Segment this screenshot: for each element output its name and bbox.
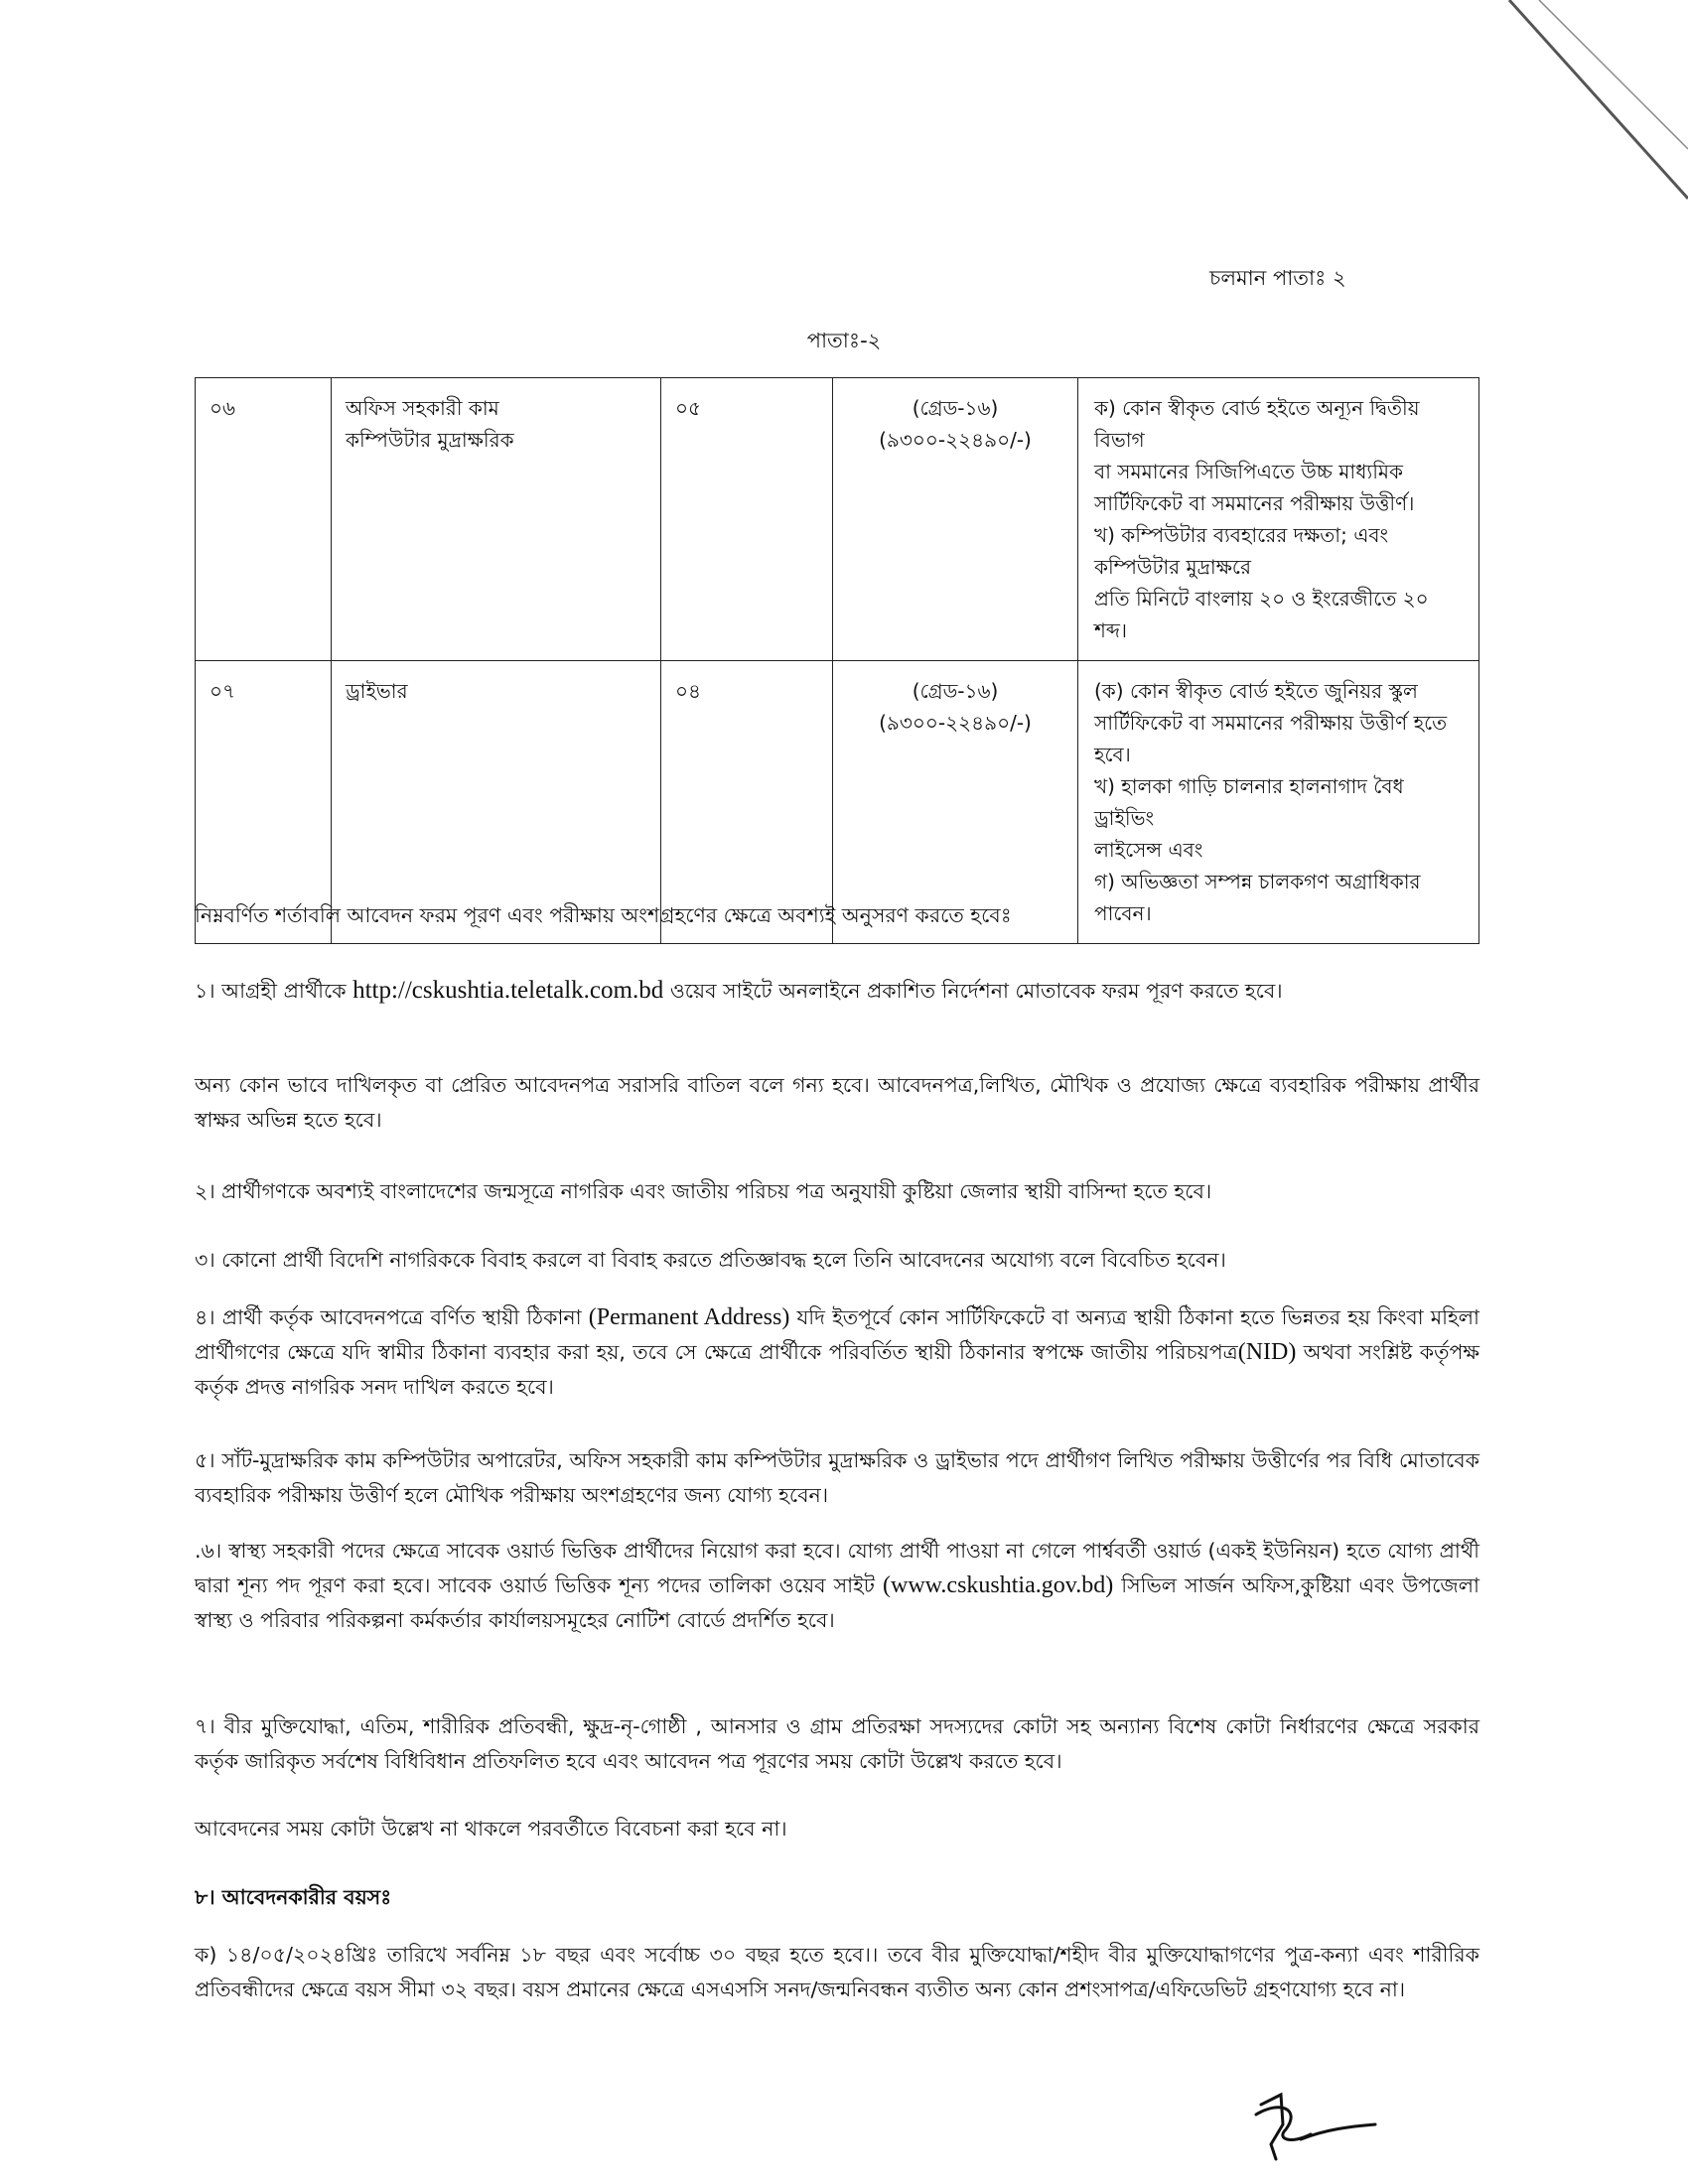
condition-4-text-end: অথবা সংশ্লিষ্ট কর্তৃপক্ষ কর্তৃক প্রদত্ত নাগরিক সনদ দাখিল করতে হবে। [195, 1340, 1479, 1399]
condition-8-heading: ৮। আবেদনকারীর বয়সঃ [195, 1885, 392, 1909]
website-url-link[interactable]: (www.cskushtia.gov.bd) [883, 1572, 1114, 1598]
condition-1 [195, 973, 1479, 1009]
posts-table [195, 377, 1479, 944]
condition-1-text: ১। আগ্রহী প্রার্থীকে [195, 979, 353, 1003]
condition-3: ৩। কোনো প্রার্থী বিদেশি নাগরিককে বিবাহ করলে বা বিবাহ করতে প্রতিজ্ঞাবদ্ধ হলে তিনি আবেদনের অযোগ্য বলে বিবেচিত হবেন। [195, 1248, 1226, 1272]
qualification-line: কম্পিউটার মুদ্রাক্ষরে [1094, 555, 1251, 579]
serial-cell: ০৭ [196, 661, 332, 944]
condition-5: ৫। সাঁট-মুদ্রাক্ষরিক কাম কম্পিউটার অপারেটর, অফিস সহকারী কাম কম্পিউটার মুদ্রাক্ষরিক ও ড্রাইভার পদে প্রার্থীগণ লিখিত পরীক্ষায় উত্তীর্ণের পর বিধি মোতাবেক ব্যবহারিক পরীক্ষায় উত্তীর্ণ হলে মৌখিক পরীক্ষায় অংশগ্রহণের জন্য যোগ্য হবেন। [195, 1448, 1479, 1507]
qualification-line: লাইসেন্স এবং [1094, 838, 1203, 862]
qualification-line: খ) হালকা গাড়ি চালনার হালনাগাদ বৈধ ড্রাইভিং [1094, 774, 1404, 830]
handwritten-signature [1241, 2085, 1380, 2164]
qualification-line: খ) কম্পিউটার ব্যবহারের দক্ষতা; এবং [1094, 523, 1389, 547]
post-count-cell: ০৪ [661, 661, 833, 944]
pay-scale-line: (৯৩০০-২২৪৯০/-) [879, 711, 1032, 735]
condition-1-text-end: ওয়েব সাইটে অনলাইনে প্রকাশিত নির্দেশনা মোতাবেক ফরম পূরণ করতে হবে। [663, 979, 1283, 1003]
running-page-label: চলমান পাতাঃ ২ [1209, 266, 1346, 290]
nid-term: (NID) [1237, 1339, 1297, 1365]
page-number: পাতাঃ-২ [806, 329, 882, 352]
qualification-cell [1078, 378, 1479, 661]
condition-7-note: আবেদনের সময় কোটা উল্লেখ না থাকলে পরবর্তীতে বিবেচনা করা হবে না। [195, 1817, 787, 1841]
serial-cell: ০৬ [196, 378, 332, 661]
post-count-cell: ০৫ [661, 378, 833, 661]
grade-line: (গ্রেড-১৬) [912, 679, 999, 703]
condition-6-text-end: সিভিল সার্জন অফিস,কুষ্টিয়া এবং উপজেলা স্বাস্থ্য ও পরিবার পরিকল্পনা কর্মকর্তার কার্যালয়সমূহের নোটিশ বোর্ডে প্রদর্শিত হবে। [195, 1573, 1479, 1632]
qualification-line: হবে। [1094, 743, 1131, 766]
qualification-line: (ক) কোন স্বীকৃত বোর্ড হইতে জুনিয়র স্কুল [1094, 679, 1418, 703]
post-name-line: কম্পিউটার মুদ্রাক্ষরিক [346, 428, 514, 452]
qualification-line: ক) কোন স্বীকৃত বোর্ড হইতে অন্যূন দ্বিতীয় বিভাগ [1094, 396, 1420, 452]
condition-6 [195, 1534, 1479, 1638]
condition-1-note: অন্য কোন ভাবে দাখিলকৃত বা প্রেরিত আবেদনপত্র সরাসরি বাতিল বলে গন্য হবে। আবেদনপত্র,লিখিত, মৌখিক ও প্রযোজ্য ক্ষেত্রে ব্যবহারিক পরীক্ষায় প্রার্থীর স্বাক্ষর অভিন্ন হতে হবে। [195, 1073, 1479, 1132]
grade-line: (গ্রেড-১৬) [912, 396, 999, 420]
qualification-line: গ) অভিজ্ঞতা সম্পন্ন চালকগণ অগ্রাধিকার পাবেন। [1094, 870, 1421, 925]
permanent-address-term: (Permanent Address) [588, 1304, 790, 1330]
pay-scale-line: (৯৩০০-২২৪৯০/-) [879, 428, 1032, 452]
qualification-line: বা সমমানের সিজিপিএতে উচ্চ মাধ্যমিক [1094, 460, 1404, 483]
conditions-intro: নিম্নবর্ণিত শর্তাবলি আবেদন ফরম পূরণ এবং পরীক্ষায় অংশগ্রহণের ক্ষেত্রে অবশ্যই অনুসরণ করতে হবেঃ [195, 903, 1012, 927]
folded-corner-mark [1499, 0, 1688, 228]
grade-cell [833, 378, 1078, 661]
post-name-cell [332, 378, 661, 661]
condition-4-text-middle: যদি ইতপূর্বে কোন সার্টিফিকেটে বা অন্যত্র স্থায়ী ঠিকানা হতে ভিন্নতর হয় কিংবা মহিলা প্রার্থীগণের ক্ষেত্রে যদি স্বামীর ঠিকানা ব্যবহার করা হয়, তবে সে ক্ষেত্রে প্রার্থীকে পরিবর্তিত স্থায়ী ঠিকানার স্বপক্ষে জাতীয় পরিচয়পত্র [195, 1305, 1480, 1364]
table-row [196, 378, 1479, 661]
post-name-line: ড্রাইভার [346, 679, 408, 703]
condition-4 [195, 1300, 1479, 1405]
qualification-line: সার্টিফিকেট বা সমমানের পরীক্ষায় উত্তীর্ণ। [1094, 491, 1415, 515]
qualification-line: প্রতি মিনিটে বাংলায় ২০ ও ইংরেজীতে ২০ শব্দ। [1094, 587, 1429, 642]
qualification-line: সার্টিফিকেট বা সমমানের পরীক্ষায় উত্তীর্ণ হতে [1094, 711, 1448, 735]
condition-7: ৭। বীর মুক্তিযোদ্ধা, এতিম, শারীরিক প্রতিবন্ধী, ক্ষুদ্র-নৃ-গোষ্ঠী , আনসার ও গ্রাম প্রতিরক্ষা সদস্যদের কোটা সহ অন্যান্য বিশেষ কোটা নির্ধারণের ক্ষেত্রে সরকার কর্তৃক জারিকৃত সর্বশেষ বিধিবিধান প্রতিফলিত হবে এবং আবেদন পত্র পূরণের সময় কোটা উল্লেখ করতে হবে। [195, 1714, 1479, 1773]
condition-8-a: ক) ১৪/০৫/২০২৪খ্রিঃ তারিখে সর্বনিম্ন ১৮ বছর এবং সর্বোচ্চ ৩০ বছর হতে হবে।। তবে বীর মুক্তিযোদ্ধা/শহীদ বীর মুক্তিযোদ্ধাগণের পুত্র-কন্যা এবং শারীরিক প্রতিবন্ধীদের ক্ষেত্রে বয়স সীমা ৩২ বছর। বয়স প্রমানের ক্ষেত্রে এসএসসি সনদ/জন্মনিবন্ধন ব্যতীত অন্য কোন প্রশংসাপত্র/এফিডেভিট গ্রহণযোগ্য হবে না। [195, 1943, 1479, 2001]
condition-2: ২। প্রার্থীগণকে অবশ্যই বাংলাদেশের জন্মসূত্রে নাগরিক এবং জাতীয় পরিচয় পত্র অনুযায়ী কুষ্টিয়া জেলার স্থায়ী বাসিন্দা হতে হবে। [195, 1179, 1212, 1203]
condition-4-text: ৪। প্রার্থী কর্তৃক আবেদনপত্রে বর্ণিত স্থায়ী ঠিকানা [195, 1305, 589, 1329]
condition-6-text: .৬। স্বাস্থ্য সহকারী পদের ক্ষেত্রে সাবেক ওয়ার্ড ভিত্তিক প্রার্থীদের নিয়োগ করা হবে। যোগ্য প্রার্থী পাওয়া না গেলে পার্শ্ববর্তী ওয়ার্ড (একই ইউনিয়ন) হতে যোগ্য প্রার্থী দ্বারা শূন্য পদ পূরণ করা হবে। সাবেক ওয়ার্ড ভিত্তিক শূন্য পদের তালিকা ওয়েব সাইট [195, 1539, 1479, 1597]
application-url-link[interactable]: http://cskushtia.teletalk.com.bd [352, 977, 664, 1004]
post-name-line: অফিস সহকারী কাম [346, 396, 499, 420]
